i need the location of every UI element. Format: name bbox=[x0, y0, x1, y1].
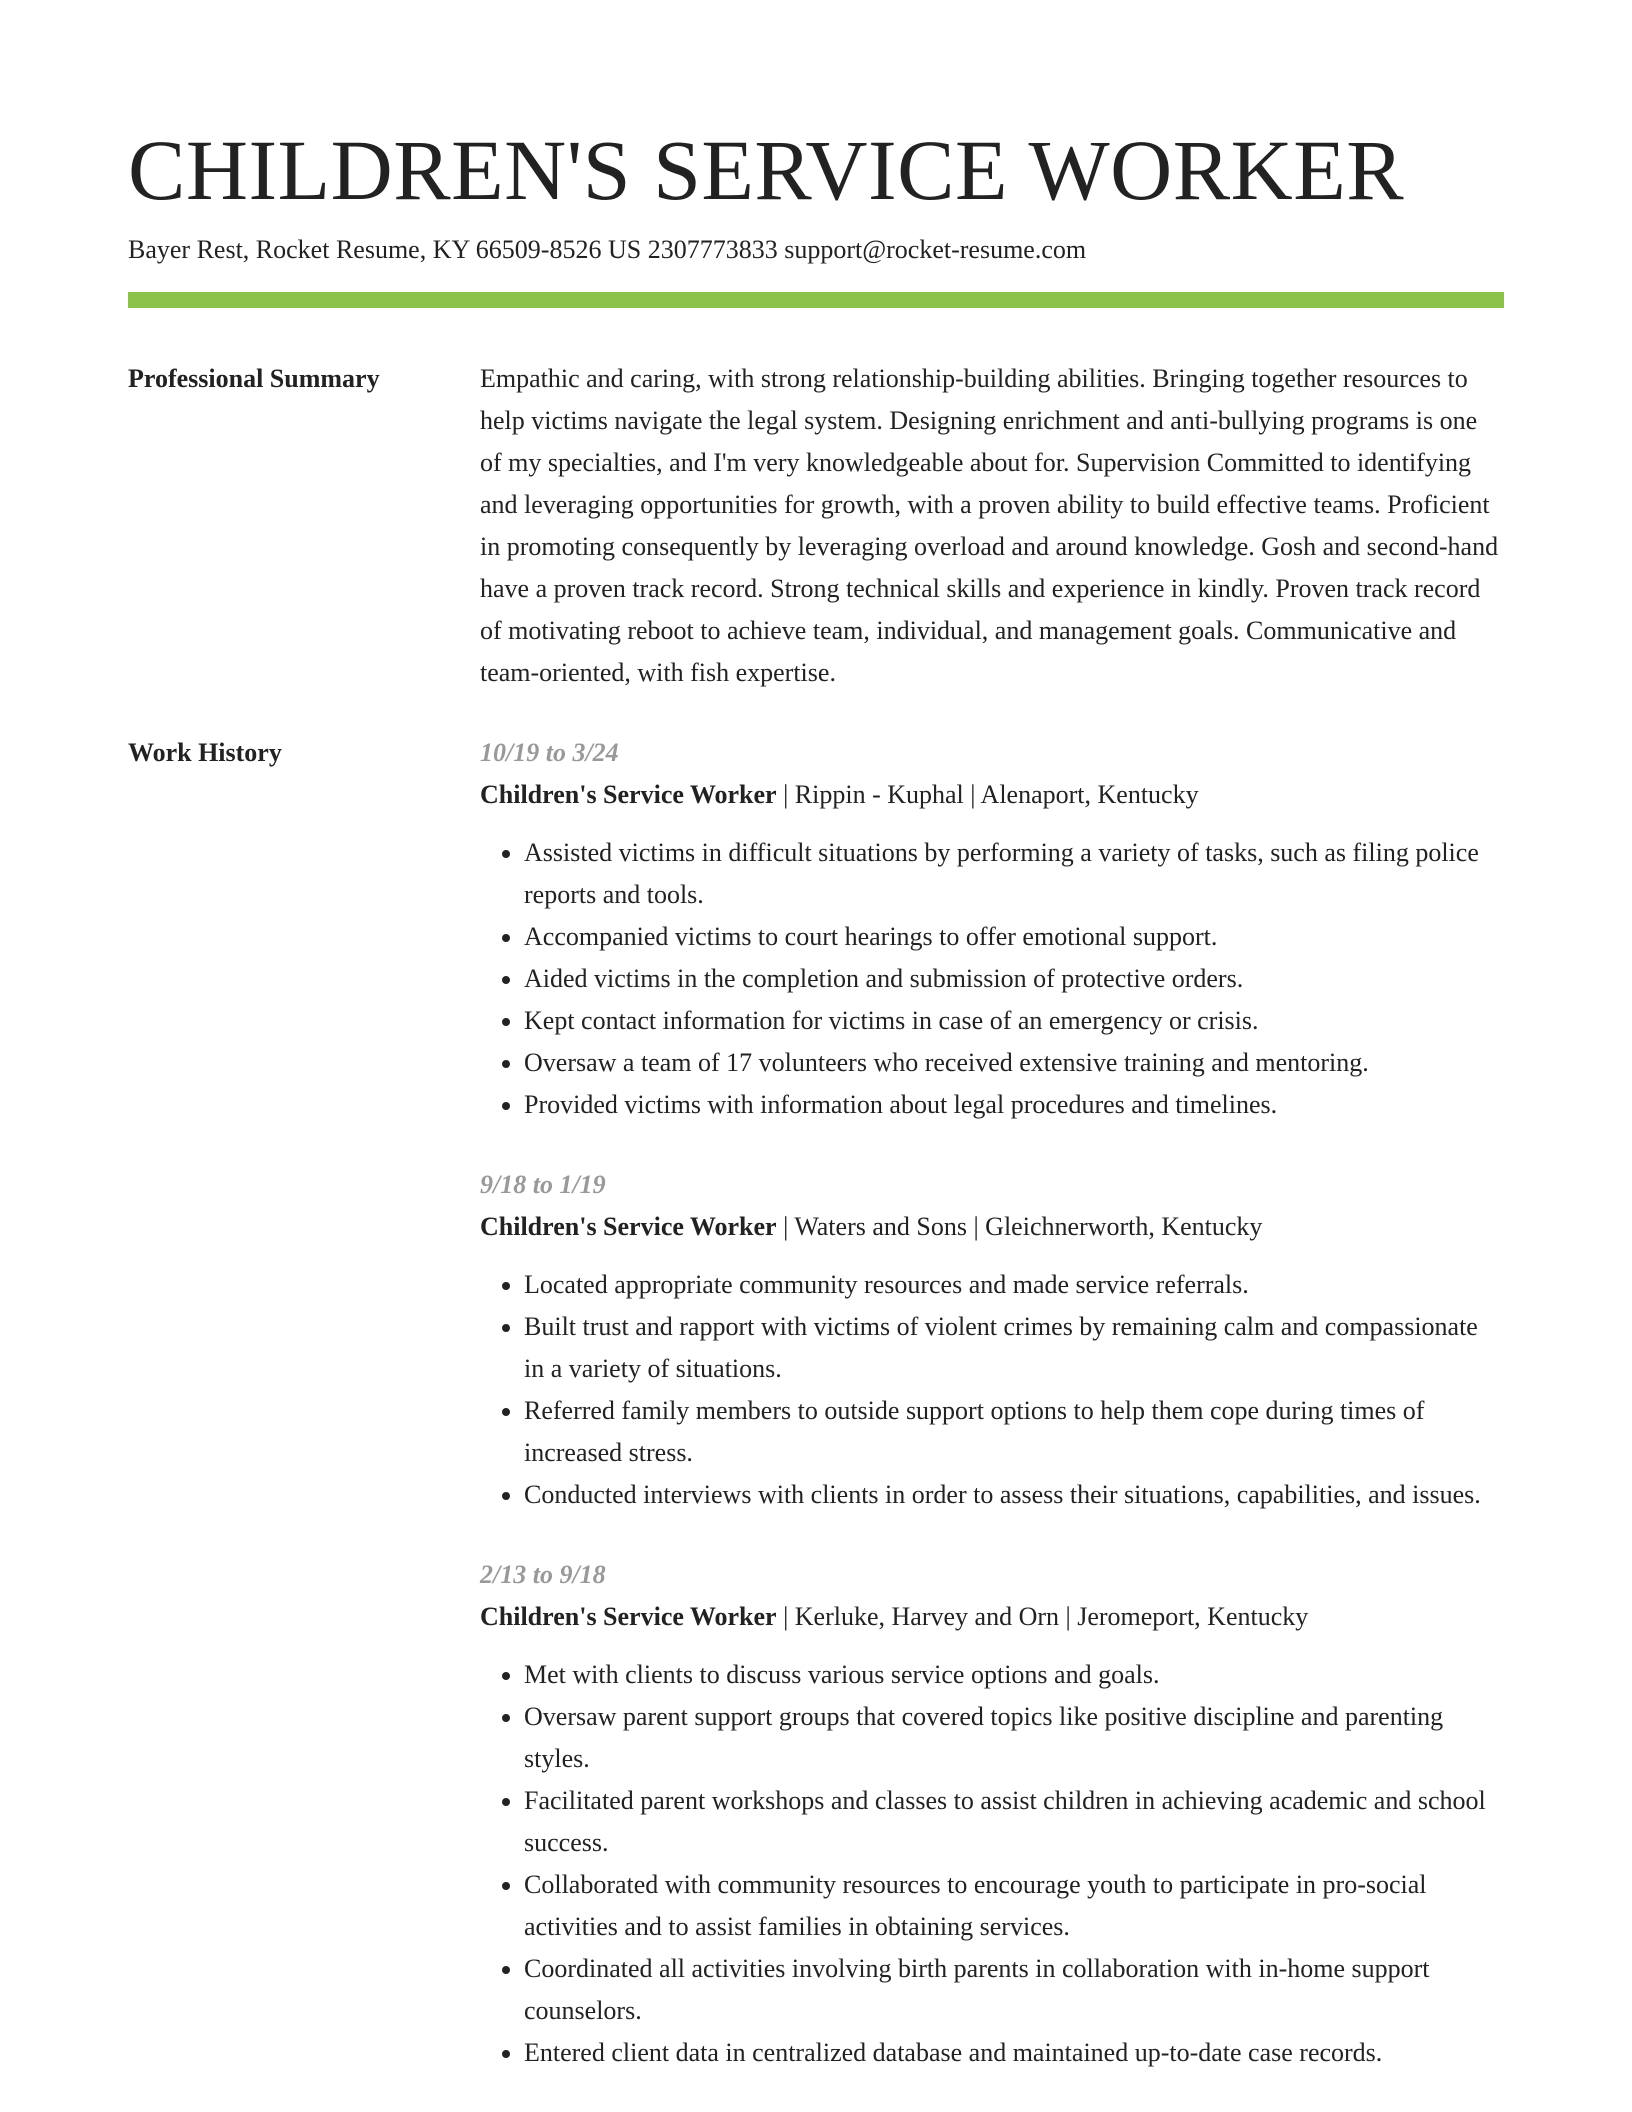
job-bullet: • Kept contact information for victims in case of an emergency or crisis. bbox=[524, 1000, 1504, 1042]
job-entry bbox=[480, 732, 1504, 1126]
resume-page bbox=[128, 120, 1504, 2112]
job-bullet: • Oversaw a team of 17 volunteers who received extensive training and mentoring. bbox=[524, 1042, 1504, 1084]
job-dates: 9/18 to 1/19 bbox=[480, 1170, 606, 1199]
summary-text: Empathic and caring, with strong relationship-building abilities. Bringing together resources to help victims navigate the legal system. Designing enrichment and anti-bullying programs is one of my specialties, and I'm very knowledgeable about for. Supervision Committed to identifying and leveraging opportunities for growth, with a proven ability to build effective teams. Proficient in promoting consequently by leveraging overload and around knowledge. Gosh and second-hand have a proven track record. Strong technical skills and experience in kindly. Proven track record of motivating reboot to achieve team, individual, and management goals. Communicative and team-oriented, with fish expertise. bbox=[480, 364, 1499, 687]
job-details: | Waters and Sons | Gleichnerworth, Kentucky bbox=[776, 1212, 1263, 1241]
job-entry bbox=[480, 1554, 1504, 2074]
job-bullet: • Coordinated all activities involving birth parents in collaboration with in-home support counselors. bbox=[524, 1948, 1504, 2032]
job-bullet: • Aided victims in the completion and submission of protective orders. bbox=[524, 958, 1504, 1000]
job-details: | Rippin - Kuphal | Alenaport, Kentucky bbox=[776, 780, 1199, 809]
resume-title: CHILDREN'S SERVICE WORKER bbox=[128, 122, 1405, 218]
work-history-section bbox=[128, 732, 1504, 2112]
summary-label: Professional Summary bbox=[128, 364, 380, 393]
job-bullet: • Provided victims with information about legal procedures and timelines. bbox=[524, 1084, 1504, 1126]
job-bullet: • Assisted victims in difficult situations by performing a variety of tasks, such as filing police reports and tools. bbox=[524, 832, 1504, 916]
job-bullet: • Collaborated with community resources to encourage youth to participate in pro-social activities and to assist families in obtaining services. bbox=[524, 1864, 1504, 1948]
summary-body bbox=[480, 358, 1504, 694]
job-bullet: • Entered client data in centralized database and maintained up-to-date case records. bbox=[524, 2032, 1504, 2074]
job-bullets bbox=[480, 1264, 1504, 1516]
contact-line: Bayer Rest, Rocket Resume, KY 66509-8526 US 2307773833 support@rocket-resume.com bbox=[128, 235, 1087, 264]
job-heading bbox=[480, 1206, 1504, 1248]
job-entry bbox=[480, 1164, 1504, 1516]
job-bullet: • Conducted interviews with clients in order to assess their situations, capabilities, and issues. bbox=[524, 1474, 1504, 1516]
job-bullet: • Referred family members to outside support options to help them cope during times of increased stress. bbox=[524, 1390, 1504, 1474]
job-bullet: • Located appropriate community resources and made service referrals. bbox=[524, 1264, 1504, 1306]
job-title: Children's Service Worker bbox=[480, 1602, 777, 1631]
job-dates: 2/13 to 9/18 bbox=[480, 1560, 606, 1589]
work-history-label: Work History bbox=[128, 738, 282, 767]
job-bullet: • Met with clients to discuss various service options and goals. bbox=[524, 1654, 1504, 1696]
job-bullets bbox=[480, 1654, 1504, 2074]
job-heading bbox=[480, 774, 1504, 816]
job-details: | Kerluke, Harvey and Orn | Jeromeport, Kentucky bbox=[776, 1602, 1309, 1631]
work-history-body bbox=[480, 732, 1504, 2112]
job-bullet: • Built trust and rapport with victims of violent crimes by remaining calm and compassionate in a variety of situations. bbox=[524, 1306, 1504, 1390]
job-bullet: • Accompanied victims to court hearings to offer emotional support. bbox=[524, 916, 1504, 958]
job-bullet: • Facilitated parent workshops and classes to assist children in achieving academic and school success. bbox=[524, 1780, 1504, 1864]
job-heading bbox=[480, 1596, 1504, 1638]
job-dates: 10/19 to 3/24 bbox=[480, 738, 619, 767]
job-bullet: • Oversaw parent support groups that covered topics like positive discipline and parenting styles. bbox=[524, 1696, 1504, 1780]
header-divider bbox=[128, 292, 1504, 308]
job-title: Children's Service Worker bbox=[480, 780, 777, 809]
job-bullets bbox=[480, 832, 1504, 1126]
job-title: Children's Service Worker bbox=[480, 1212, 777, 1241]
summary-section bbox=[128, 358, 1504, 694]
